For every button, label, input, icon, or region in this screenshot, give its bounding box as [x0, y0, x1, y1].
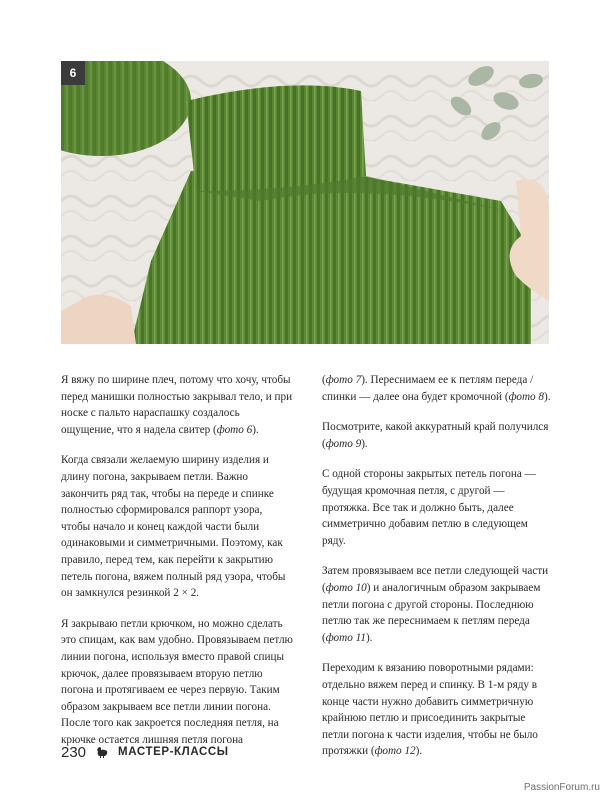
knitted-sweater-illustration [61, 61, 549, 344]
paragraph: Посмотрите, какой аккуратный край получился (фото 9). [322, 421, 549, 450]
page-number: 230 [61, 743, 87, 761]
paragraph: (фото 7). Переснимаем ее к петлям переда / спинки — далее она будет кромочной (фото 8). [322, 374, 551, 403]
photo-number-badge: 6 [61, 61, 85, 85]
paragraph: Затем провязываем все петли следующей части (фото 10) и аналогичным образом закрываем петли погона с другой стороны. Последнюю петлю так же переснимаем к петлям переда (фото 11). [322, 565, 549, 644]
paragraph: Я вяжу по ширине плеч, потому что хочу, чтобы перед манишки полностью закрывал тело, и при носке с пальто нараспашку создалось ощущение, что я надела свитер (фото 6). [61, 374, 293, 436]
paragraph: Я закрываю петли крючком, но можно сделать это спицам, как вам удобно. Провязываем петлю линии погона, используя вместо правой спицы крючок, далее провязываем вторую петлю погона и протягиваем ее через первую. Таким образом закрываем все петли линии погона. После того как закроется последняя петля, на крючке остается лишняя петля погона [61, 617, 293, 746]
left-text-column [61, 372, 293, 762]
page-footer [61, 742, 229, 762]
sweater-photo [61, 61, 549, 344]
sweater-body [131, 171, 531, 344]
section-title: МАСТЕР-КЛАССЫ [118, 746, 229, 758]
hen-icon [95, 745, 109, 759]
paragraph: Переходим к вязанию поворотными рядами: отдельно вяжем перед и спинку. В 1-м ряду в конце части нужно добавить симметричную крайнюю петлю и присоединить закрытые петли погона к части изделия, чтобы не было протяжки (фото 12). [322, 662, 538, 758]
watermark: PassionForum.ru [523, 782, 600, 793]
sweater-collar [186, 85, 366, 191]
paragraph: Когда связали желаемую ширину изделия и длину погона, закрываем петли. Важно закончить ряд так, чтобы на переде и спинке полностью сформировался раппорт узора, чтобы начало и конец каждой части были одинаковыми и симметричными. Поэтому, как правило, перед тем, как перейти к закрытию петель погона, вяжем полный ряд узора, чтобы он замкнулся резинкой 2 × 2. [61, 454, 286, 600]
paragraph: С одной стороны закрытых петель погона — будущая кромочная петля, с другой — протяжка. Все так и должно быть, далее симметрично добавим петлю в следующем ряду. [322, 468, 536, 547]
right-text-column [322, 372, 554, 774]
